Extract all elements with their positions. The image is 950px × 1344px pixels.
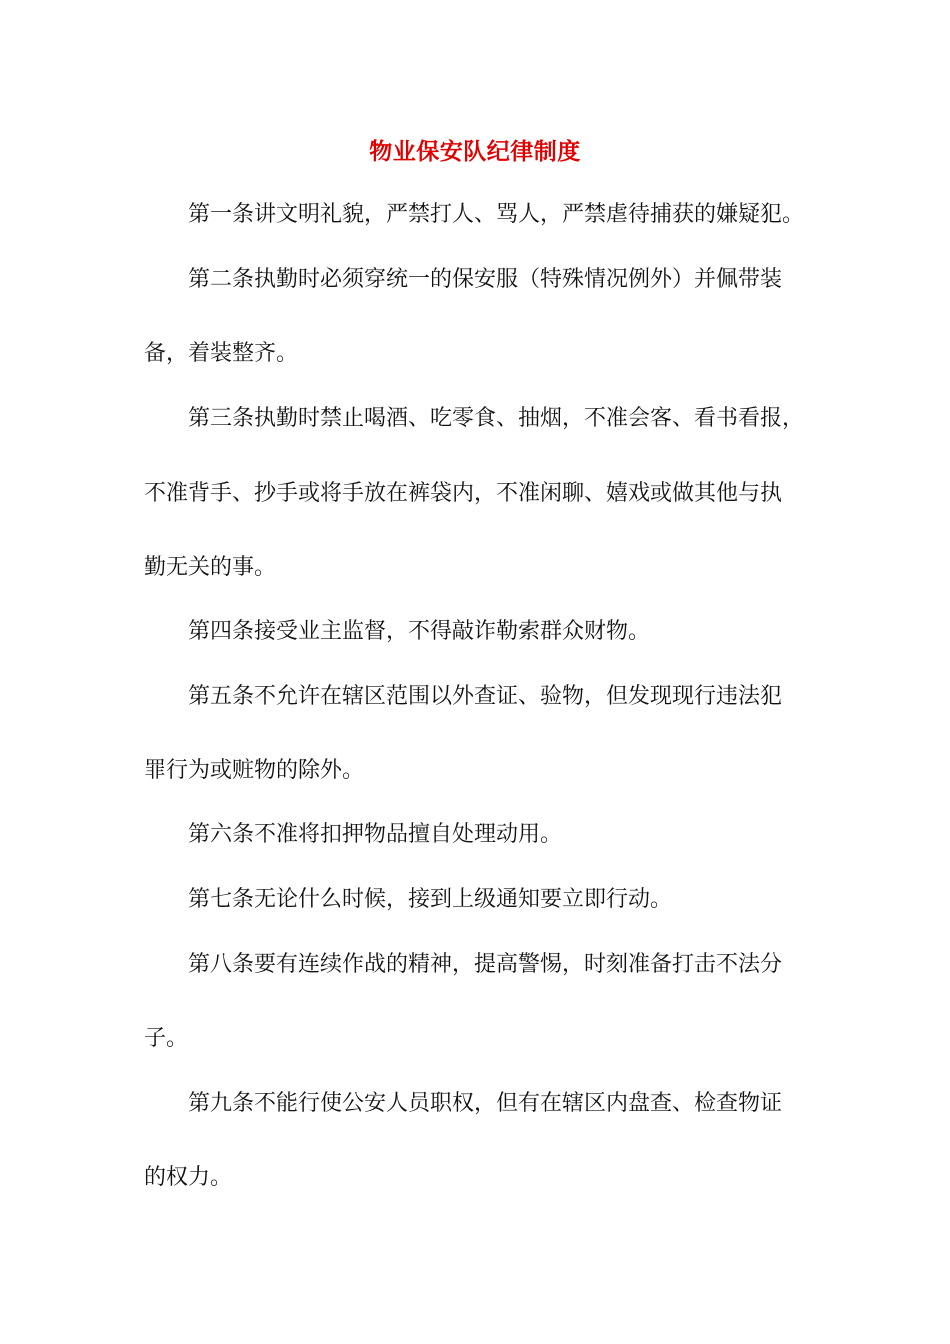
article-2-line-1: 第二条执勤时必须穿统一的保安服（特殊情况例外）并佩带装 [188, 267, 783, 292]
article-3-line-3: 勤无关的事。 [144, 555, 277, 580]
article-5-line-2: 罪行为或赃物的除外。 [144, 758, 365, 783]
article-6-line-1: 第六条不准将扣押物品擅自处理动用。 [188, 822, 563, 847]
article-7-line-1: 第七条无论什么时候，接到上级通知要立即行动。 [188, 887, 673, 912]
article-2-line-2: 备，着装整齐。 [144, 341, 299, 366]
article-9-line-1: 第九条不能行使公安人员职权，但有在辖区内盘查、检查物证 [188, 1091, 783, 1116]
article-1-line-1: 第一条讲文明礼貌，严禁打人、骂人，严禁虐待捕获的嫌疑犯。 [188, 202, 805, 227]
article-3-line-1: 第三条执勤时禁止喝酒、吃零食、抽烟，不准会客、看书看报， [188, 406, 805, 431]
article-8-line-1: 第八条要有连续作战的精神，提高警惕，时刻准备打击不法分 [188, 952, 783, 977]
article-9-line-2: 的权力。 [144, 1165, 233, 1190]
document-title: 物业保安队纪律制度 [369, 139, 581, 165]
article-8-line-2: 子。 [144, 1026, 189, 1051]
article-3-line-2: 不准背手、抄手或将手放在裤袋内，不准闲聊、嬉戏或做其他与执 [144, 481, 783, 506]
article-4-line-1: 第四条接受业主监督，不得敲诈勒索群众财物。 [188, 619, 651, 644]
article-5-line-1: 第五条不允许在辖区范围以外查证、验物，但发现现行违法犯 [188, 684, 783, 709]
